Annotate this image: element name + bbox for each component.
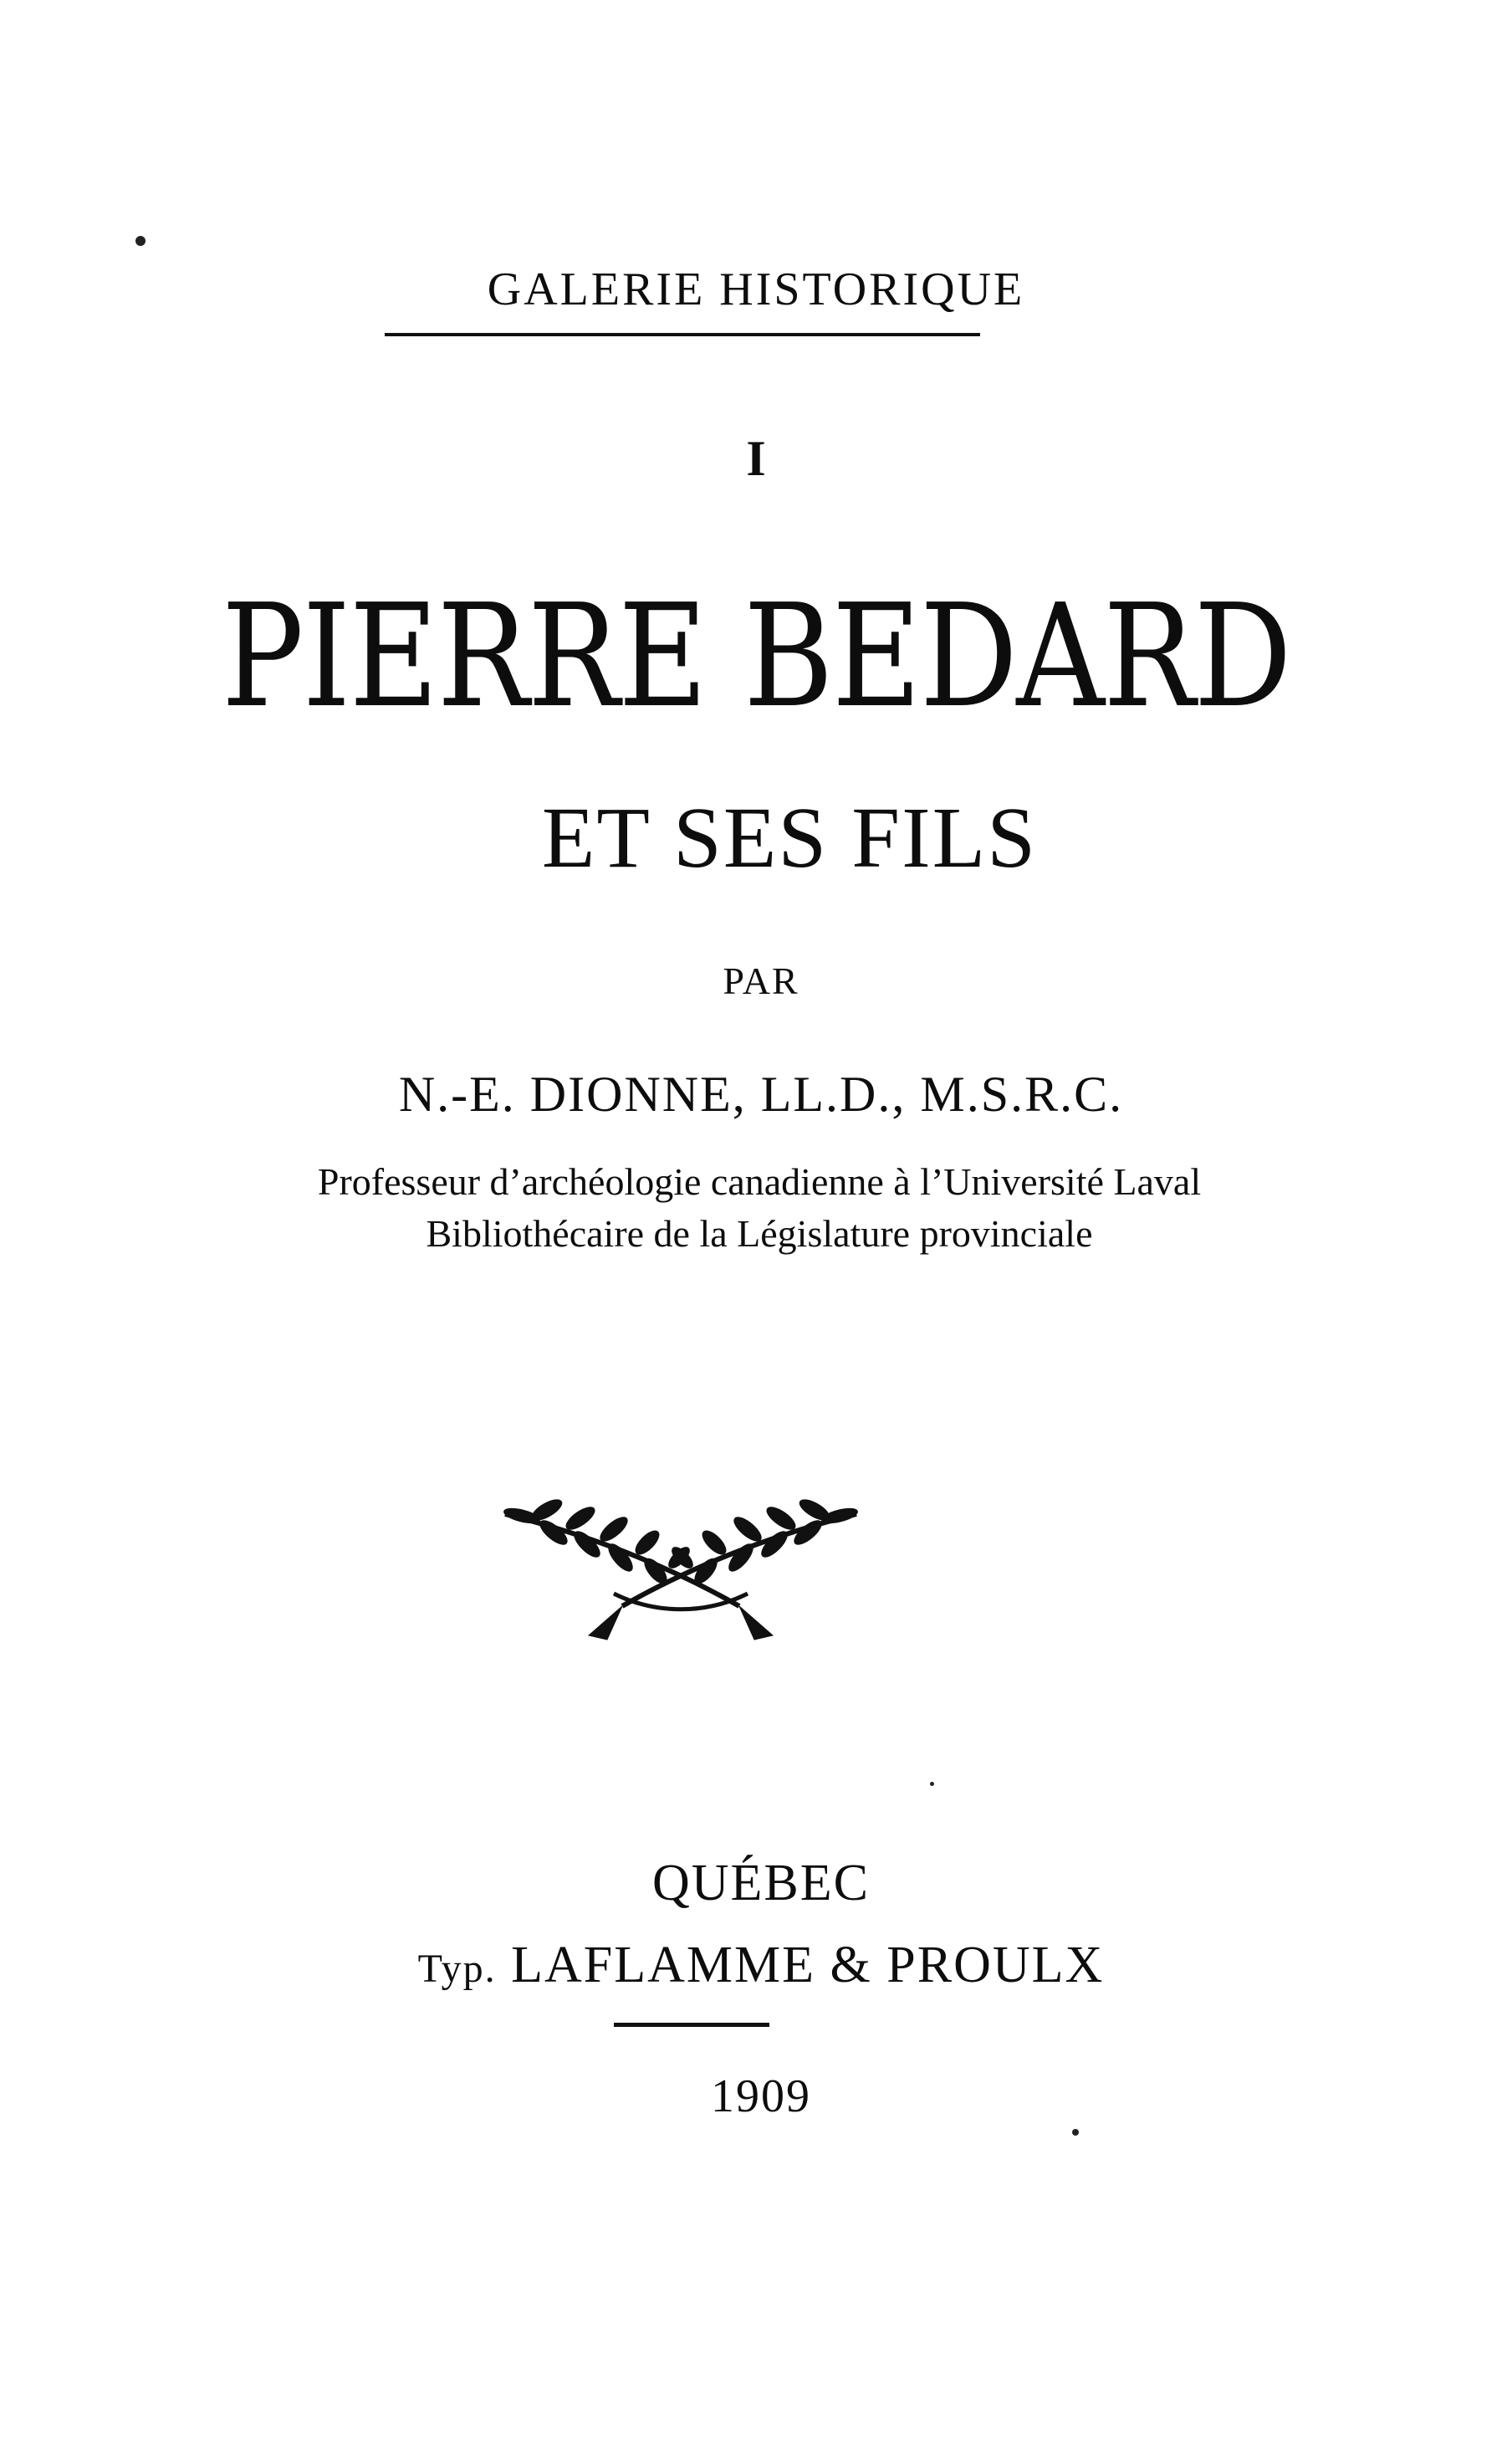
author-name: N.-E. DIONNE, LL.D., M.S.R.C. (398, 1067, 1124, 1122)
ink-speck (135, 236, 146, 246)
publication-city: QUÉBEC (652, 1855, 870, 1911)
by-line: PAR (723, 959, 799, 1002)
printer-line (5, 1939, 1512, 1991)
book-subtitle: ET SES FILS (541, 790, 1038, 886)
author-affiliation-2: Bibliothécaire de la Législature provinciale (426, 1212, 1093, 1255)
author-affiliation-1: Professeur d’archéologie canadienne à l’Université Laval (317, 1160, 1202, 1203)
printer-name: LAFLAMME & PROULX (511, 1937, 1105, 1993)
printer-rule (614, 2023, 769, 2027)
laurel-ornament-icon (488, 1481, 873, 1656)
printer-prefix: Typ. (417, 1947, 497, 1991)
ink-speck (930, 1782, 934, 1786)
publication-year: 1909 (711, 2070, 811, 2122)
series-rule (385, 333, 980, 336)
series-title: GALERIE HISTORIQUE (487, 264, 1025, 315)
volume-number: I (746, 431, 766, 486)
book-title: PIERRE BEDARD (221, 574, 1291, 739)
ink-speck (1072, 2129, 1079, 2136)
